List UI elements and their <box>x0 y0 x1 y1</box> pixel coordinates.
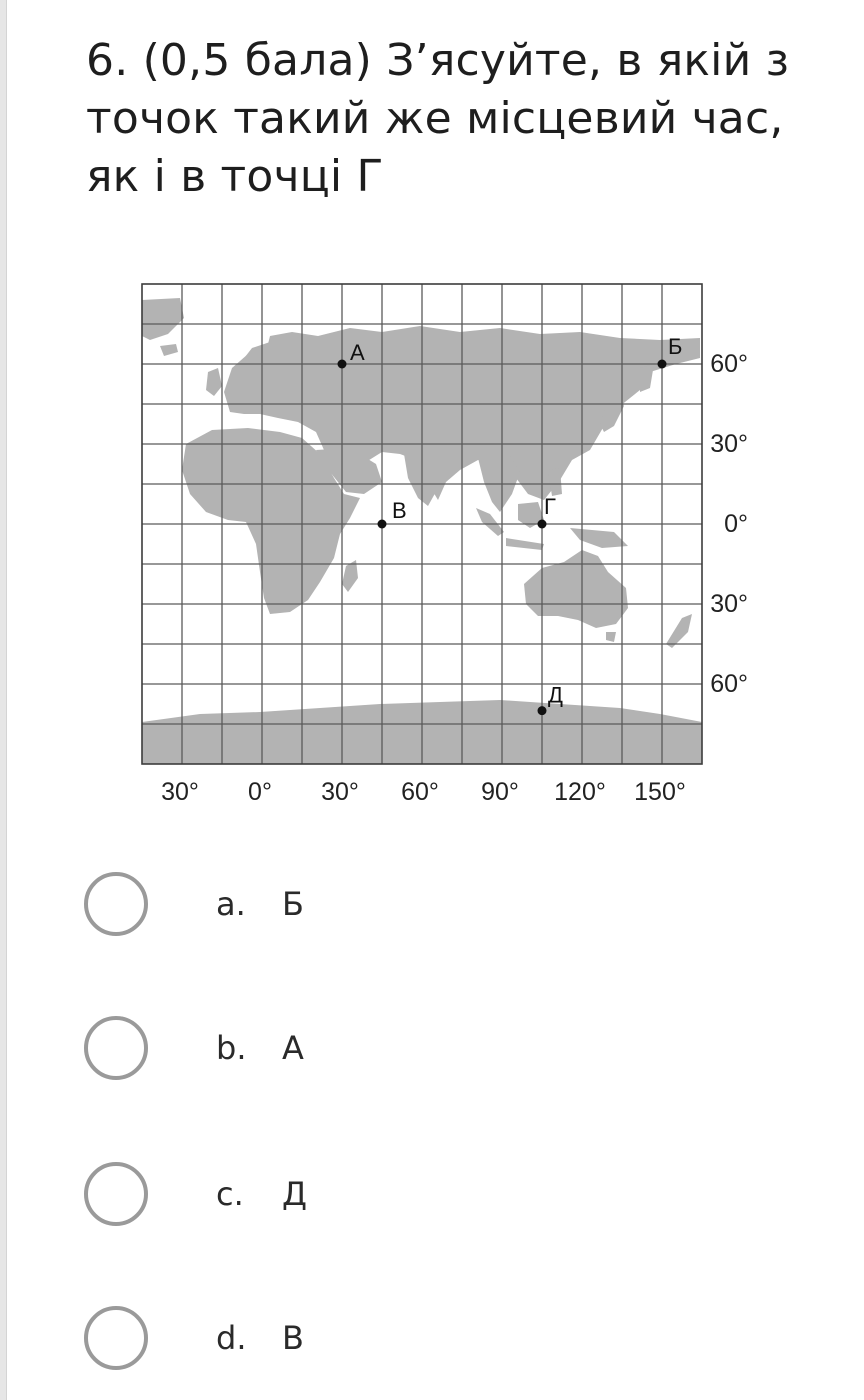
latitude-tick-label: 60° <box>710 350 748 378</box>
map-point-label: Г <box>544 494 556 519</box>
map-point-marker <box>538 520 547 529</box>
world-map-figure <box>120 282 760 810</box>
option-b[interactable] <box>84 1010 684 1086</box>
map-point-marker <box>658 360 667 369</box>
option-letter: a. <box>216 885 246 923</box>
longitude-tick-label: 90° <box>481 778 519 806</box>
option-letter: c. <box>216 1175 244 1213</box>
map-point-label: В <box>392 498 407 523</box>
option-text: Д <box>282 1175 307 1213</box>
option-letter: d. <box>216 1319 247 1357</box>
longitude-tick-label: 150° <box>634 778 686 806</box>
option-d[interactable] <box>84 1300 684 1376</box>
radio-circle-icon[interactable] <box>84 1016 148 1080</box>
radio-circle-icon[interactable] <box>84 1306 148 1370</box>
question-title: 6. (0,5 бала) З’ясуйте, в якій з точок такий же місцевий час, як і в точці Г <box>86 35 790 202</box>
option-text: В <box>282 1319 304 1357</box>
map-point-marker <box>338 360 347 369</box>
longitude-labels <box>161 778 686 806</box>
latitude-tick-label: 30° <box>710 590 748 618</box>
longitude-tick-label: 30° <box>321 778 359 806</box>
option-a[interactable] <box>84 866 684 942</box>
latitude-tick-label: 0° <box>724 510 748 538</box>
radio-circle-icon[interactable] <box>84 872 148 936</box>
page-left-border <box>0 0 7 1400</box>
latitude-tick-label: 30° <box>710 430 748 458</box>
option-c[interactable] <box>84 1156 684 1232</box>
map-point-marker <box>378 520 387 529</box>
latitude-labels <box>710 350 748 698</box>
radio-circle-icon[interactable] <box>84 1162 148 1226</box>
map-point-label: Б <box>668 334 683 359</box>
longitude-tick-label: 120° <box>554 778 606 806</box>
map-point-marker <box>538 706 547 715</box>
longitude-tick-label: 0° <box>248 778 272 806</box>
option-text: Б <box>282 885 304 923</box>
world-map <box>120 282 760 810</box>
longitude-tick-label: 60° <box>401 778 439 806</box>
latitude-tick-label: 60° <box>710 670 748 698</box>
option-letter: b. <box>216 1029 247 1067</box>
map-point-label: А <box>350 340 365 365</box>
longitude-tick-label: 30° <box>161 778 199 806</box>
map-point-label: Д <box>548 682 563 708</box>
option-text: А <box>282 1029 304 1067</box>
